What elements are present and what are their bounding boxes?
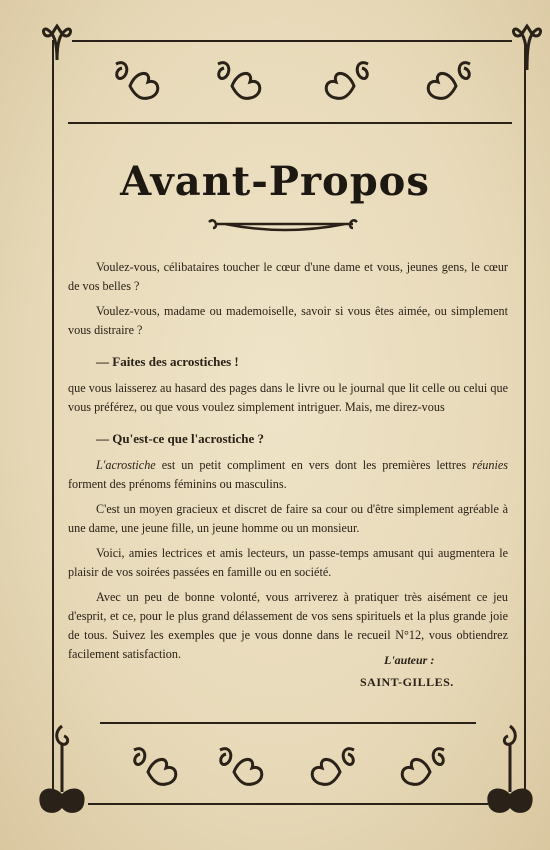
paragraph-4 [68,456,508,494]
heart-swirl-icon [418,56,478,102]
paragraph-1: Voulez-vous, célibataires toucher le cœur d'une dame et vous, jeunes gens, le cœur de vos belles ? [68,260,508,293]
paragraph-7: Avec un peu de bonne volonté, vous arriverez à pratiquer très aisément ce jeu d'esprit, et ce, pour le plus grand délassement de vos sens spirituels et la plus grande joie de tous. Suivez les exemples que je vous donne dans le recueil N°12, vous obtiendrez facilement satisfaction. [68,590,508,661]
paragraph-4-end: forment des prénoms féminins ou masculins. [68,477,287,491]
top-rule [72,40,512,42]
heart-swirl-icon [108,56,168,102]
heart-swirl-icon [212,742,272,788]
page-title: Avant-Propos [120,158,430,205]
heart-swirl-icon [126,742,186,788]
paragraph-3: que vous laisserez au hasard des pages dans le livre ou le journal que lit celle ou celui que vous préférez, ou que vous voulez simplement intriguer. Mais, me direz-vous [68,381,508,414]
paragraph-2: Voulez-vous, madame ou mademoiselle, savoir si vous êtes aimée, ou simplement vous distraire ? [68,304,508,337]
author-name: SAINT-GILLES. [360,675,454,689]
body-text [68,258,508,670]
heart-swirl-icon [316,56,376,102]
paragraph-6: Voici, amies lectrices et amis lecteurs, un passe-temps amusant qui augmentera le plaisir de vos soirées passées en famille ou en société. [68,546,508,579]
flourish-icon [205,214,365,234]
paragraph-4-mid: est un petit compliment en vers dont les premières lettres [155,458,473,472]
corner-ornament-icon [510,22,544,72]
footer-rule [100,722,476,724]
corner-ornament-icon [40,22,74,62]
heart-swirl-icon [392,742,452,788]
heart-swirl-icon [210,56,270,102]
heading-acrostiches: — Faites des acrostiches ! [96,354,239,369]
acrostiche-term: L'acrostiche [96,458,156,472]
heading-question: — Qu'est-ce que l'acrostiche ? [96,431,265,446]
paragraph-5: C'est un moyen gracieux et discret de faire sa cour ou d'être simplement agréable à une dame, une jeune fille, un jeune homme ou un monsieur. [68,502,508,535]
heart-swirl-icon [302,742,362,788]
header-rule [68,122,512,124]
corner-ornament-icon [476,722,540,822]
right-rule [524,40,526,800]
author-label: L'auteur : [384,653,435,667]
reunies-term: réunies [472,458,508,472]
corner-ornament-icon [32,722,96,822]
bottom-rule [88,803,488,805]
left-rule [52,40,54,800]
